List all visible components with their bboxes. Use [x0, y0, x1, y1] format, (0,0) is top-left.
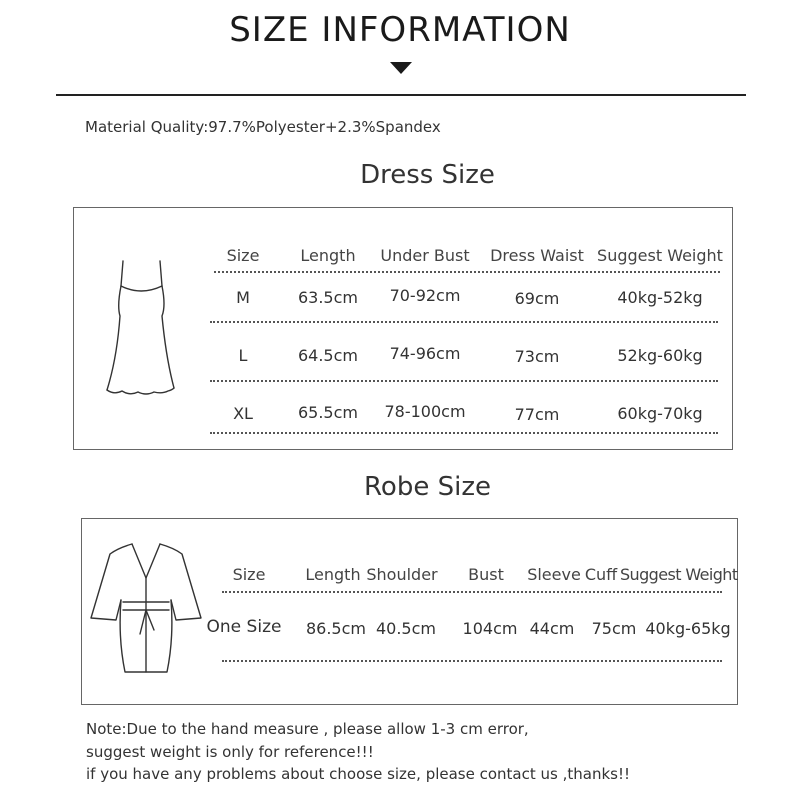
robe-size-title: Robe Size — [364, 472, 491, 502]
robe-header-bust: Bust — [468, 565, 504, 584]
table-cell: 40.5cm — [375, 619, 436, 638]
robe-header-sleeve: Sleeve — [527, 565, 581, 584]
table-cell: L — [238, 346, 248, 365]
page-title: SIZE INFORMATION — [229, 10, 571, 50]
dress-illustration-icon — [100, 258, 180, 398]
dress-header-size: Size — [226, 246, 260, 265]
table-cell: One Size — [206, 617, 282, 637]
table-cell: 73cm — [514, 347, 560, 366]
dress-divider — [210, 432, 718, 434]
table-cell: XL — [233, 404, 253, 423]
robe-header-shoulder: Shoulder — [366, 565, 438, 584]
table-cell: 40kg-52kg — [617, 288, 703, 307]
down-arrow-icon — [390, 62, 412, 74]
header-divider — [56, 94, 746, 96]
table-cell: 86.5cm — [305, 619, 366, 638]
dress-header-under-bust: Under Bust — [380, 246, 470, 265]
table-cell: M — [236, 288, 250, 307]
table-cell: 63.5cm — [297, 288, 358, 307]
table-cell: 77cm — [514, 405, 560, 424]
robe-divider — [222, 591, 722, 593]
table-cell: 70-92cm — [389, 286, 461, 305]
table-cell: 40kg-65kg — [645, 619, 731, 638]
table-cell: 78-100cm — [384, 402, 466, 421]
material-quality: Material Quality:97.7%Polyester+2.3%Spandex — [85, 118, 441, 136]
dress-divider — [214, 271, 720, 273]
dress-header-dress-waist: Dress Waist — [490, 246, 584, 265]
table-cell: 60kg-70kg — [617, 404, 703, 423]
robe-header-cuff: Cuff — [584, 565, 618, 584]
dress-header-suggest-weight: Suggest Weight — [597, 246, 723, 265]
note-line: if you have any problems about choose size, please contact us ,thanks!! — [86, 765, 630, 783]
robe-header-suggest-weight: Suggest Weight — [620, 565, 738, 584]
robe-illustration-icon — [88, 538, 204, 680]
dress-divider — [210, 321, 718, 323]
dress-header-length: Length — [300, 246, 356, 265]
table-cell: 74-96cm — [389, 344, 461, 363]
note-line: suggest weight is only for reference!!! — [86, 743, 374, 761]
table-cell: 65.5cm — [297, 403, 358, 422]
table-cell: 104cm — [462, 619, 518, 638]
table-cell: 75cm — [591, 619, 637, 638]
robe-header-length: Length — [305, 565, 361, 584]
dress-size-title: Dress Size — [360, 160, 495, 190]
robe-divider — [222, 660, 722, 662]
dress-divider — [210, 380, 718, 382]
table-cell: 52kg-60kg — [617, 346, 703, 365]
table-cell: 69cm — [514, 289, 560, 308]
table-cell: 44cm — [529, 619, 575, 638]
robe-header-size: Size — [232, 565, 266, 584]
note-line: Note:Due to the hand measure , please allow 1-3 cm error, — [86, 720, 529, 738]
table-cell: 64.5cm — [297, 346, 358, 365]
